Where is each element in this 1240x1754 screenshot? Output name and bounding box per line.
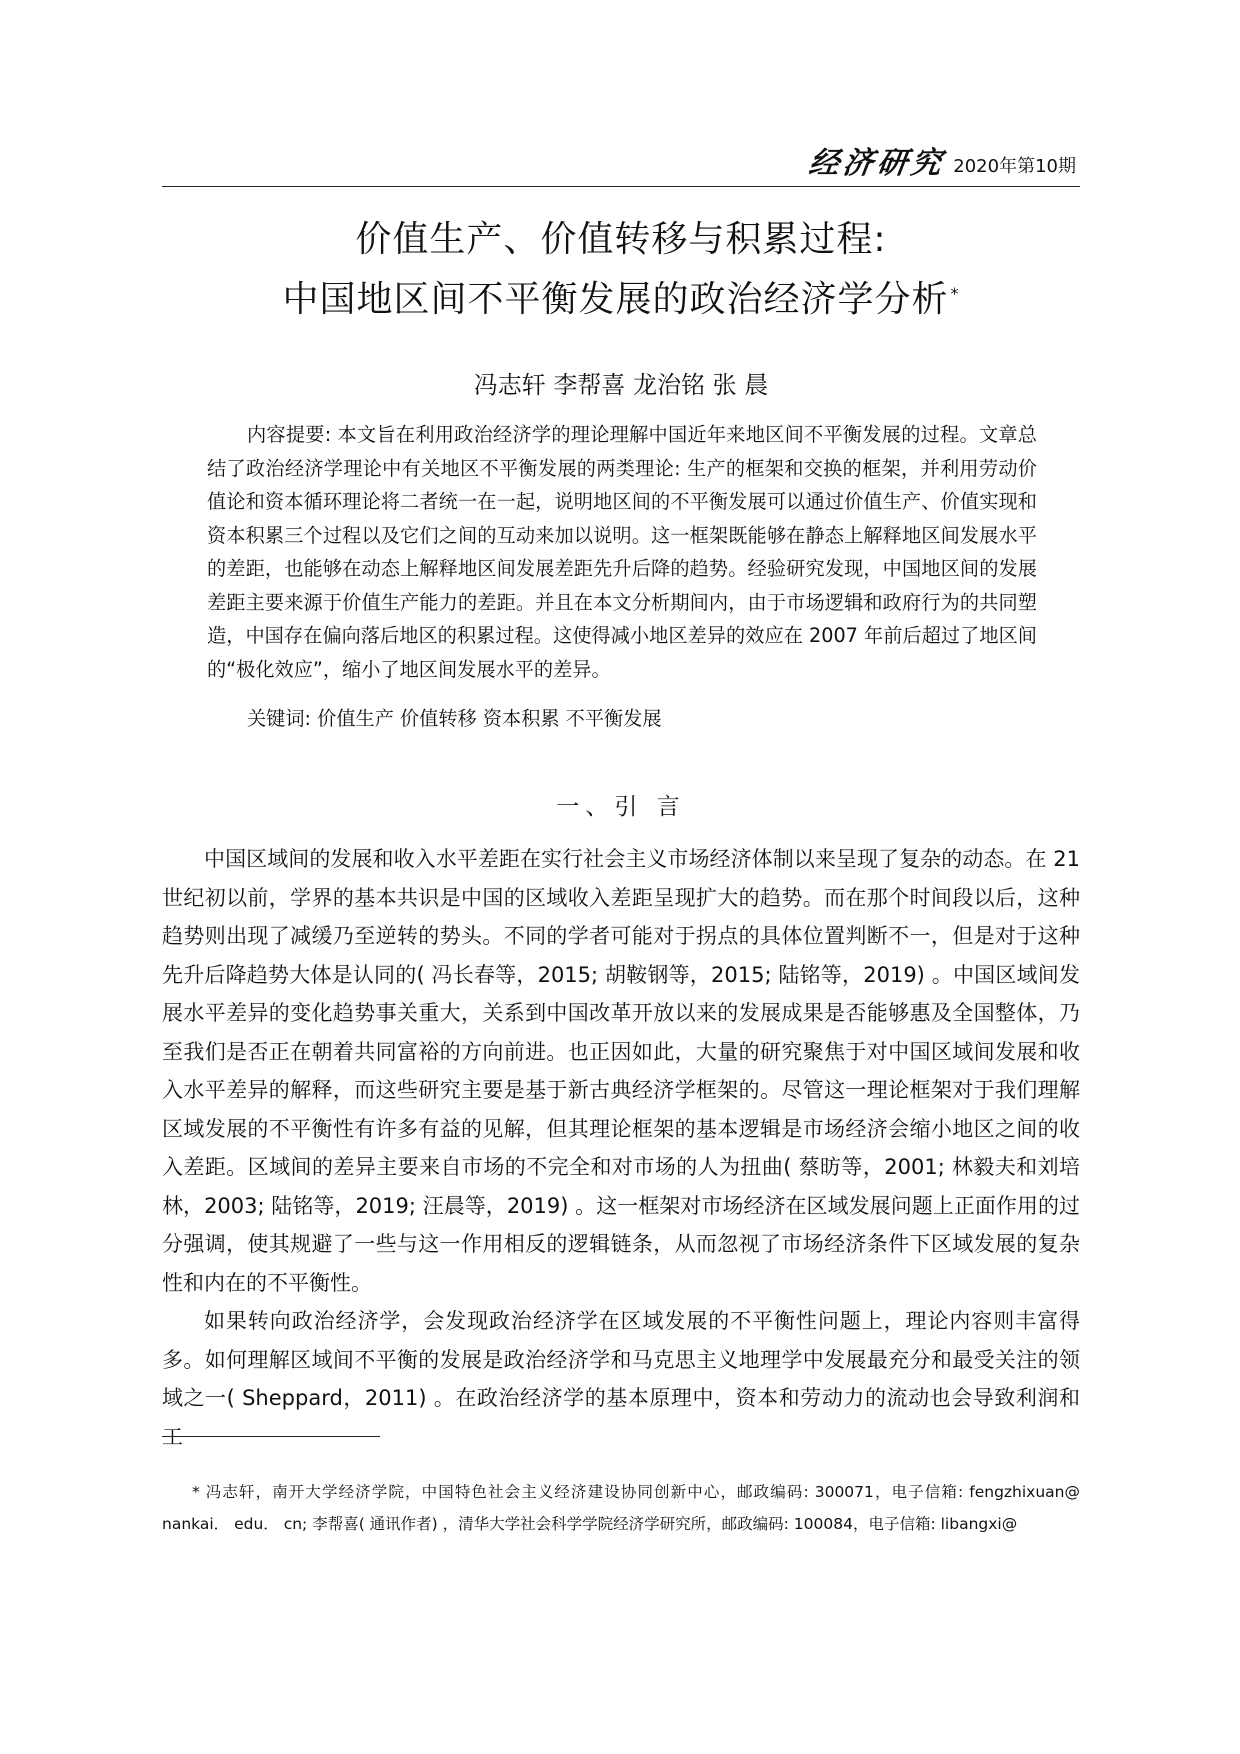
header-right: [806, 146, 1076, 181]
issue-label: 2020年第10期: [953, 156, 1076, 177]
paper-title-line-1: 价值生产、价值转移与积累过程:: [355, 219, 887, 260]
running-header: [162, 146, 1080, 187]
title-footnote-marker[interactable]: *: [950, 284, 960, 303]
section-body: [162, 840, 1080, 1456]
abstract-text: 内容提要: 本文旨在利用政治经济学的理论理解中国近年来地区间不平衡发展的过程。文章总结了政治经济学理论中有关地区不平衡发展的两类理论: 生产的框架和交换的框架，并利用劳动价值论和资本循环理论将二者统一在一起，说明地区间的不平衡发展可以通过价值生产、价值实现和资本积累三个过程以及它们之间的互动来加以说明。这一框架既能够在静态上解释地区间发展水平的差距，也能够在动态上解释地区间发展差距先升后降的趋势。经验研究发现，中国地区间的发展差距主要来源于价值生产能力的差距。并且在本文分析期间内，由于市场逻辑和政府行为的共同塑造，中国存在偏向落后地区的积累过程。这使得减小地区差异的效应在 2007 年前后超过了地区间的“极化效应”，缩小了地区间发展水平的差异。: [207, 423, 1037, 681]
footnote-divider: [162, 1436, 380, 1437]
footnote-text: * 冯志轩，南开大学经济学院，中国特色社会主义经济建设协同创新中心，邮政编码: 300071，电子信箱: fengzhixuan@ nankai． edu． cn; 李帮喜( 通讯作者) ，清华大学社会科学学院经济学研究所，邮政编码: 100084，电子信箱: libangxi@: [162, 1483, 1080, 1533]
paper-title-line-2-text: 中国地区间不平衡发展的政治经济学分析: [282, 279, 949, 320]
body-paragraph: 中国区域间的发展和收入水平差距在实行社会主义市场经济体制以来呈现了复杂的动态。在 21 世纪初以前，学界的基本共识是中国的区域收入差距呈现扩大的趋势。而在那个时间段以后，这种趋势则出现了减缓乃至逆转的势头。不同的学者可能对于拐点的具体位置判断不一，但是对于这种先升后降趋势大体是认同的( 冯长春等，2015; 胡鞍钢等，2015; 陆铭等，2019) 。中国区域间发展水平差异的变化趋势事关重大，关系到中国改革开放以来的发展成果是否能够惠及全国整体，乃至我们是否正在朝着共同富裕的方向前进。也正因如此，大量的研究聚焦于对中国区域间发展和收入水平差异的解释，而这些研究主要是基于新古典经济学框架的。尽管这一理论框架对于我们理解区域发展的不平衡性有许多有益的见解，但其理论框架的基本逻辑是市场经济会缩小地区之间的收入差距。区域间的差异主要来自市场的不完全和对市场的人为扭曲( 蔡昉等，2001; 林毅夫和刘培林，2003; 陆铭等，2019; 汪晨等，2019) 。这一框架对市场经济在区域发展问题上正面作用的过分强调，使其规避了一些与这一作用相反的逻辑链条，从而忽视了市场经济条件下区域发展的复杂性和内在的不平衡性。: [162, 847, 1080, 1295]
journal-logo: 经济研究: [806, 146, 948, 181]
paper-title-line-2: [162, 276, 1080, 324]
body-paragraph: 如果转向政治经济学，会发现政治经济学在区域发展的不平衡性问题上，理论内容则丰富得多。如何理解区域间不平衡的发展是政治经济学和马克思主义地理学中发展最充分和最受关注的领域之一( Sheppard，2011) 。在政治经济学的基本原理中，资本和劳动力的流动也会导致利润和工: [162, 1309, 1080, 1449]
footnote: [162, 1476, 1080, 1540]
author-list: 冯志轩 李帮喜 龙治铭 张 晨: [473, 371, 769, 399]
abstract: [207, 418, 1037, 686]
section-heading: 一、引 言: [556, 794, 686, 820]
keywords: 关键词: 价值生产 价值转移 资本积累 不平衡发展: [247, 707, 662, 730]
